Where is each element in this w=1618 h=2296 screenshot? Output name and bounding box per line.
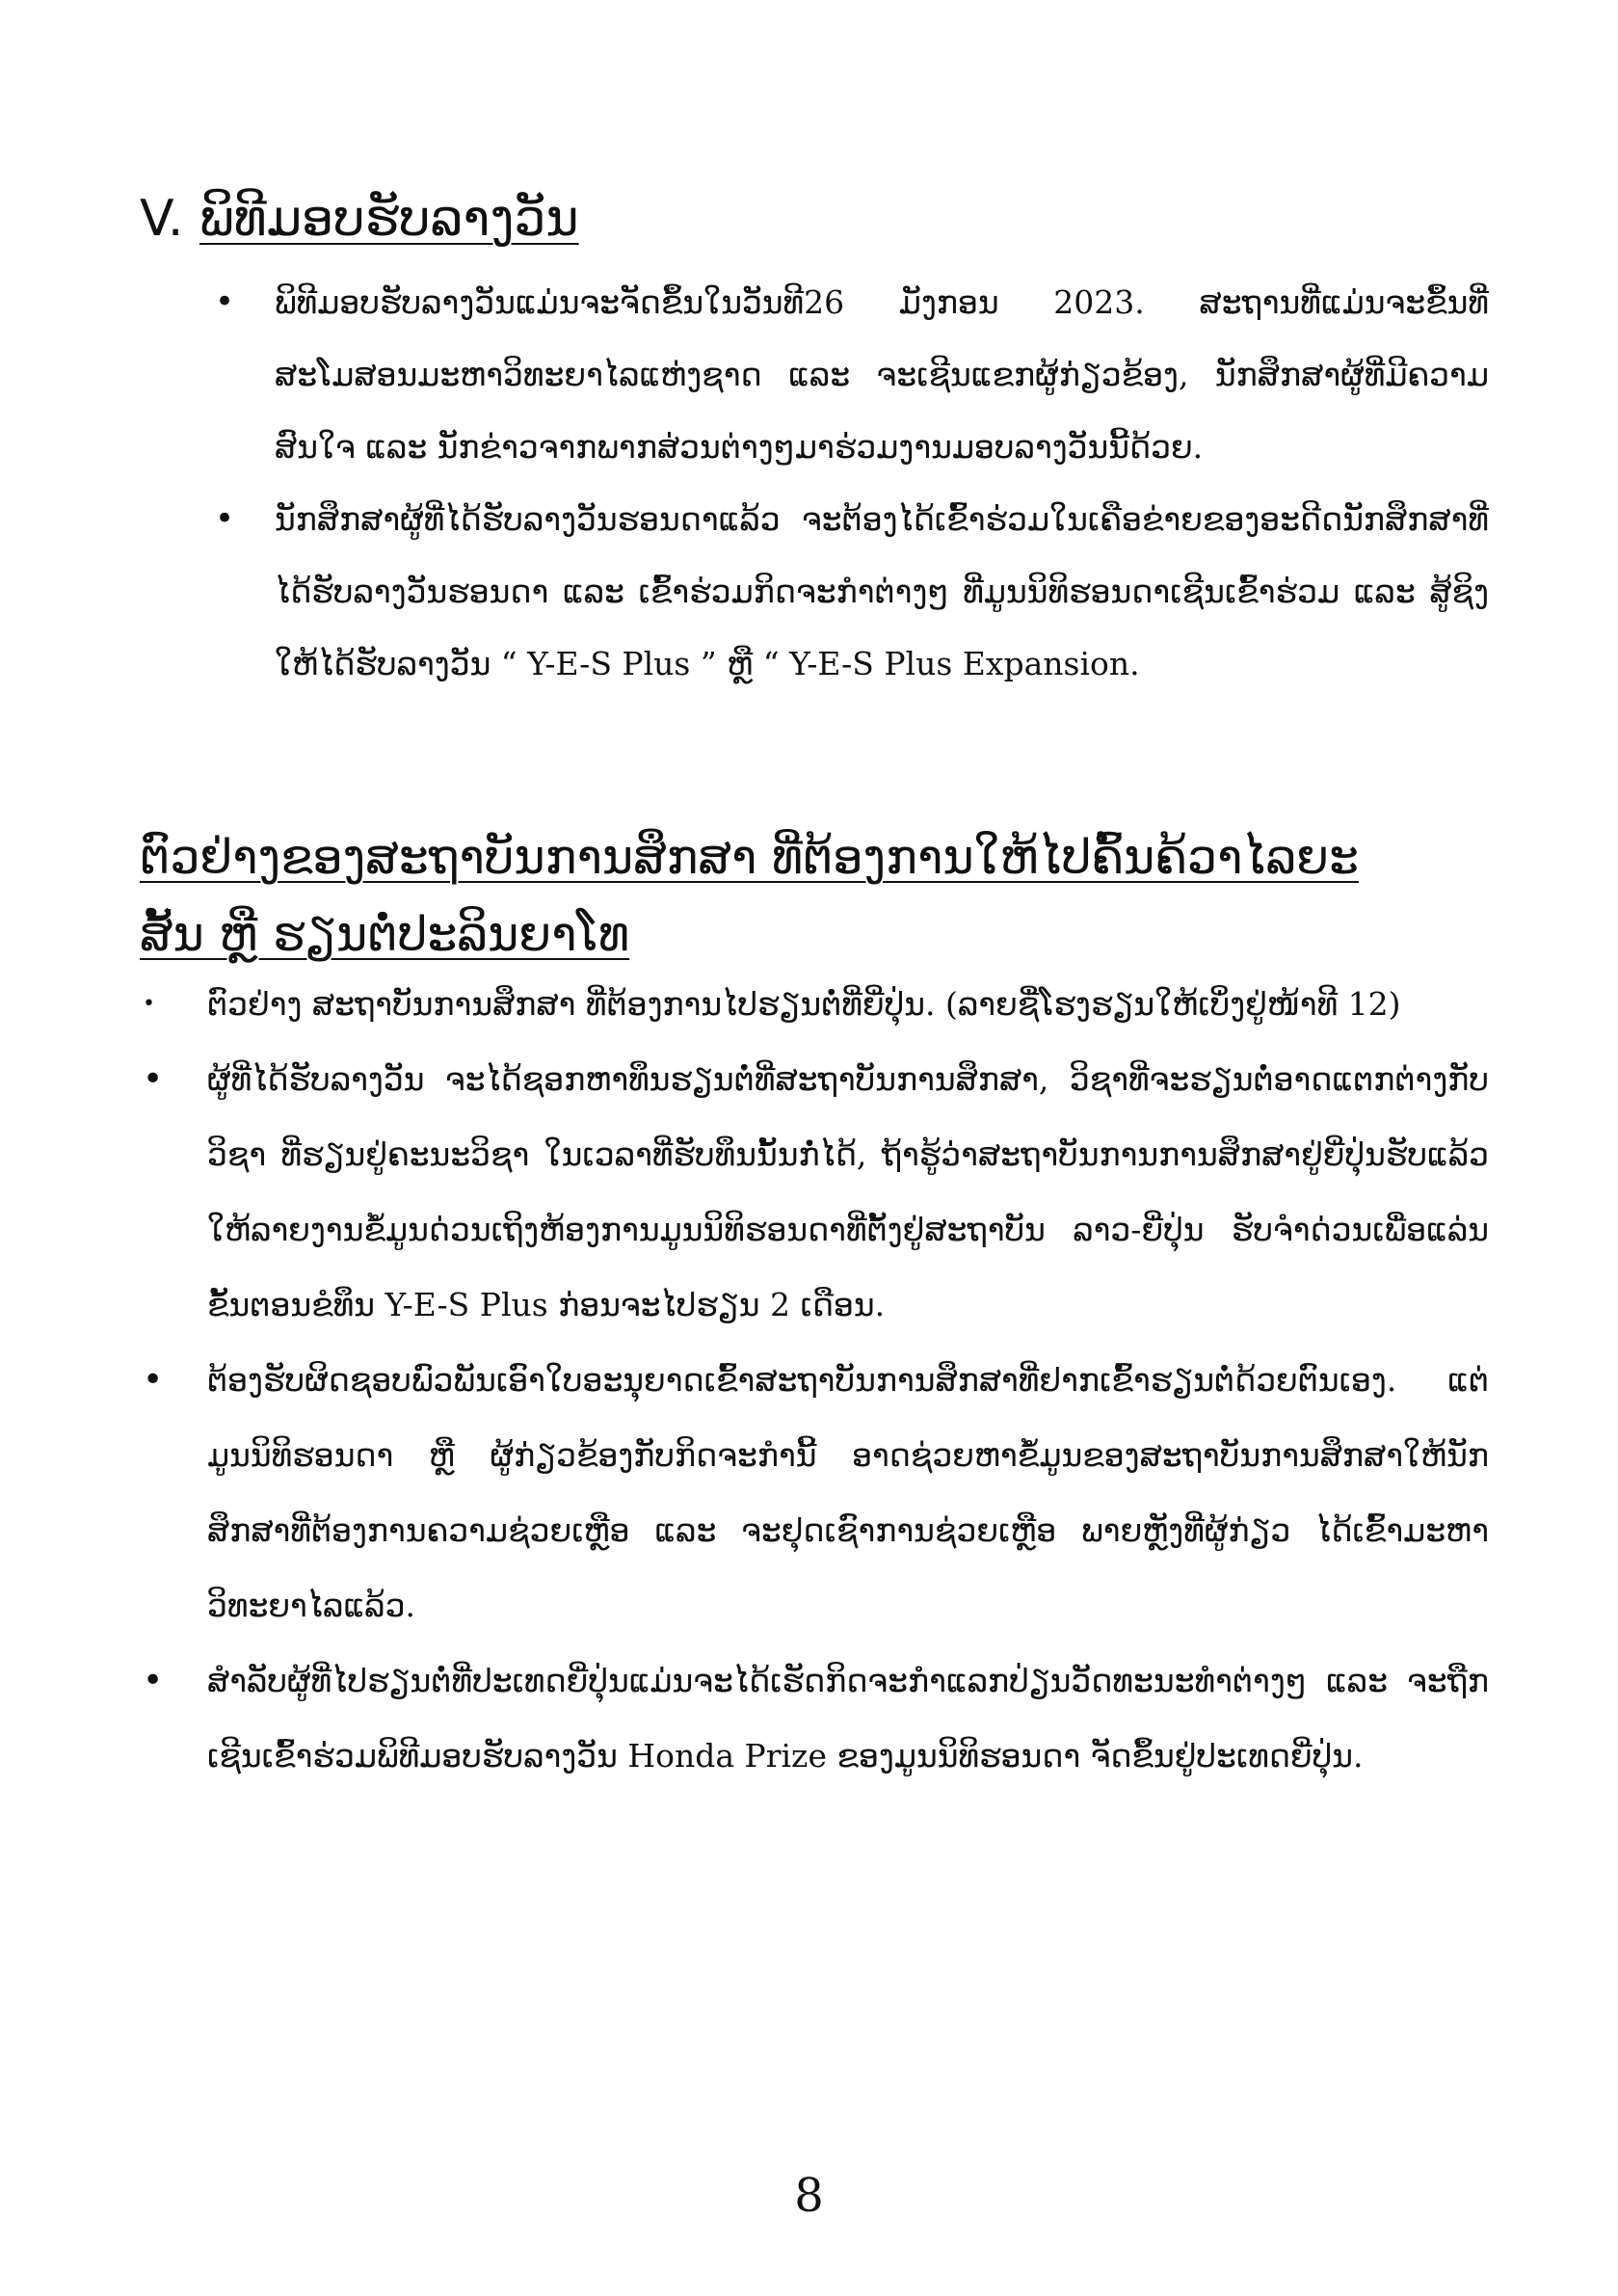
list-item-text: ຕ້ອງຮັບຜິດຊອບພົວພັນເອົາໃບອະນຸຍາດເຂົ້າສະຖາບັນການສຶກສາທີ່ຢາກເຂົ້າຮຽນຕໍ່ດ້ວຍຕົນເອງ. ແຕ່ມູນນິທິຮອນດາ ຫຼື ຜູ້ກ່ຽວຂ້ອງກັບກິດຈະກຳນີ້ ອາດຊ່ວຍຫາຂໍ້ມູນຂອງສະຖາບັນການສຶກສາໃຫ້ນັກສຶກສາທີ່ຕ້ອງການຄວາມຊ່ວຍເຫຼືອ ແລະ ຈະຢຸດເຊົາການຊ່ວຍເຫຼືອ ພາຍຫຼັງທີ່ຜູ້ກ່ຽວ ໄດ້ເຂົ້າມະຫາວິທະຍາໄລແລ້ວ.	[207, 1361, 1489, 1624]
bullet-icon: •	[143, 992, 155, 1016]
bullet-icon: •	[143, 1059, 164, 1099]
section-v-heading	[140, 185, 579, 253]
list-item	[143, 1643, 1489, 1794]
list-item	[215, 483, 1489, 700]
list-item	[143, 967, 1489, 1042]
list-item-text: ຜູ້ທີ່ໄດ້ຮັບລາງວັນ ຈະໄດ້ຊອກຫາທຶນຮຽນຕໍ່ທີ່ສະຖາບັນການສຶກສາ, ວິຊາທີ່ຈະຮຽນຕໍ່ອາດແຕກຕ່າງກັບວິຊາ ທີ່ຮຽນຢູ່ຄະນະວິຊາ ໃນເວລາທີ່ຮັບທຶນນັ້ນກໍ່ໄດ້, ຖ້າຮູ້ວ່າສະຖາບັນການການສຶກສາຢູ່ຍີ່ປຸ່ນຮັບແລ້ວໃຫ້ລາຍງານຂໍ້ມູນດ່ວນເຖິງຫ້ອງການມູນນິທິຮອນດາທີ່ຕັ້ງຢູ່ສະຖາບັນ ລາວ-ຍີ່ປຸ່ນ ຮັບຈຳດ່ວນເພື່ອແລ່ນຂັ້ນຕອນຂໍທຶນ Y-E-S Plus ກ່ອນຈະໄປຮຽນ 2 ເດືອນ.	[207, 1060, 1489, 1323]
list-item-text: ສຳລັບຜູ້ທີ່ໄປຮຽນຕໍ່ທີ່ປະເທດຍີ່ປຸ່ນແມ່ນຈະໄດ້ເຮັດກິດຈະກຳແລກປ່ຽນວັດທະນະທຳຕ່າງໆ ແລະ ຈະຖືກເຊີນເຂົ້າຮ່ວມພິທີມອບຮັບລາງວັນ Honda Prize ຂອງມູນນິທິຮອນດາ ຈັດຂຶ້ນຢູ່ປະເທດຍີ່ປຸ່ນ.	[207, 1662, 1489, 1775]
list-item-text: ຕົວຢ່າງ ສະຖາບັນການສຶກສາ ທີ່ຕ້ອງການໄປຮຽນຕໍ່ທີ່ຍີ່ປຸ່ນ. (ລາຍຊື່ໂຮງຮຽນໃຫ້ເບິ່ງຢູ່ໜ້າທີ 12)	[207, 985, 1401, 1023]
bullet-icon: •	[143, 1360, 164, 1400]
award-ceremony-list	[215, 266, 1489, 700]
page-number: 8	[794, 2169, 824, 2223]
list-item-text: ນັກສຶກສາຜູ້ທີ່ໄດ້ຮັບລາງວັນຮອນດາແລ້ວ ຈະຕ້ອງໄດ້ເຂົ້າຮ່ວມໃນເຄືອຂ່າຍຂອງອະດີດນັກສຶກສາທີ່ໄດ້ຮັບລາງວັນຮອນດາ ແລະ ເຂົ້າຮ່ວມກິດຈະກຳຕ່າງໆ ທີ່ມູນນິທິຮອນດາເຊີນເຂົ້າຮ່ວມ ແລະ ສູ້ຊິງໃຫ້ໄດ້ຮັບລາງວັນ “ Y-E-S Plus ” ຫຼື “ Y-E-S Plus Expansion.	[275, 500, 1489, 682]
section-number: V.	[140, 190, 184, 248]
list-item	[215, 266, 1489, 483]
list-item	[143, 1042, 1489, 1343]
examples-list	[143, 967, 1489, 1794]
bullet-icon: •	[143, 1661, 164, 1700]
section-title: ພິທີມອບຮັບລາງວັນ	[199, 190, 579, 248]
bullet-icon: •	[215, 282, 235, 321]
examples-heading-line-2: ສັ້ນ ຫຼື ຮຽນຕໍ່ປະລິນຍາໂທ	[140, 907, 630, 962]
examples-heading	[140, 819, 1489, 974]
list-item-text: ພິທີມອບຮັບລາງວັນແມ່ນຈະຈັດຂຶ້ນໃນວັນທີ26 ມັງກອນ 2023. ສະຖານທີ່ແມ່ນຈະຂຶ້ນທີ່ສະໂມສອນມະຫາວິທະຍາໄລແຫ່ງຊາດ ແລະ ຈະເຊີນແຂກຜູ້ກ່ຽວຂ້ອງ, ນັກສຶກສາຜູ້ທີ່ມີຄວາມສົນໃຈ ແລະ ນັກຂ່າວຈາກພາກສ່ວນຕ່າງໆມາຮ່ວມງານມອບລາງວັນນີ້ດ້ວຍ.	[275, 283, 1489, 466]
list-item	[143, 1343, 1489, 1643]
examples-heading-line-1: ຕົວຢ່າງຂອງສະຖາບັນການສຶກສາ ທີ່ຕ້ອງການໃຫ້ໄປຄົ້ນຄ້ວາໄລຍະ	[140, 830, 1359, 885]
bullet-icon: •	[215, 499, 235, 538]
